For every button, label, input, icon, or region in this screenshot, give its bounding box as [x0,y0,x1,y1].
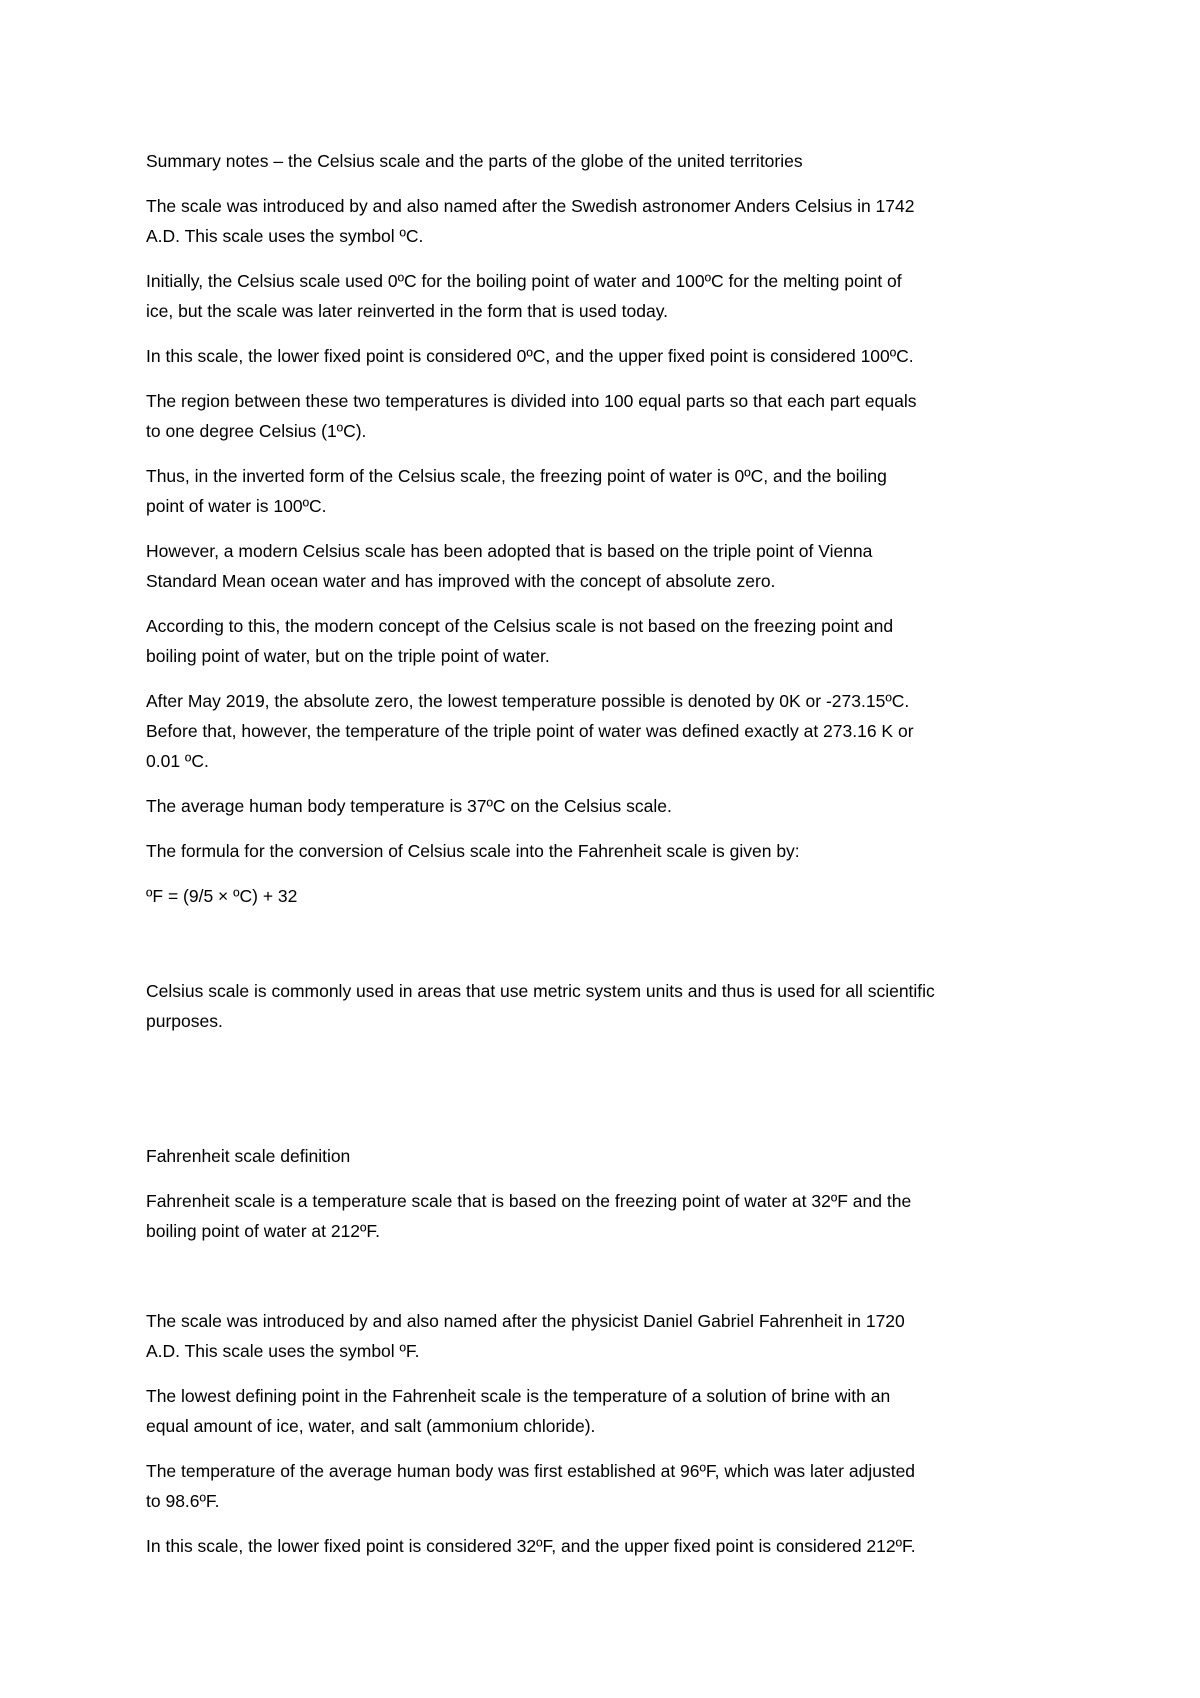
paragraph-line: The scale was introduced by and also named after the Swedish astronomer Anders Celsius in 1742 [146,196,915,216]
paragraph-line: The average human body temperature is 37ºC on the Celsius scale. [146,796,672,816]
paragraph-line: According to this, the modern concept of the Celsius scale is not based on the freezing point and [146,616,894,636]
paragraph-body-temperature [146,791,1066,821]
paragraph-line: Initially, the Celsius scale used 0ºC for the boiling point of water and 100ºC for the melting point of [146,271,902,291]
paragraph-line: point of water is 100ºC. [146,496,327,516]
paragraph-celsius-modern [146,536,1066,596]
paragraph-line: In this scale, the lower fixed point is considered 0ºC, and the upper fixed point is considered 100ºC. [146,346,914,366]
paragraph-celsius-fixed-points [146,341,1066,371]
document-title [146,146,1066,176]
paragraph-fahrenheit-lowest-point [146,1381,1066,1441]
paragraph-celsius-division [146,386,1066,446]
paragraph-celsius-initial [146,266,1066,326]
paragraph-line: to one degree Celsius (1ºC). [146,421,367,441]
paragraph-conversion-intro [146,836,1066,866]
paragraph-line: Before that, however, the temperature of the triple point of water was defined exactly at 273.16 K or [146,721,914,741]
paragraph-fahrenheit-definition [146,1186,1066,1246]
paragraph-line: In this scale, the lower fixed point is considered 32ºF, and the upper fixed point is considered 212ºF. [146,1536,916,1556]
paragraph-line: The lowest defining point in the Fahrenheit scale is the temperature of a solution of brine with an [146,1386,891,1406]
paragraph-fahrenheit-intro [146,1306,1066,1366]
paragraph-line: equal amount of ice, water, and salt (ammonium chloride). [146,1416,596,1436]
paragraph-celsius-absolute-zero [146,686,1066,776]
heading-line: Fahrenheit scale definition [146,1146,351,1166]
paragraph-line: A.D. This scale uses the symbol ºF. [146,1341,420,1361]
paragraph-celsius-usage [146,976,1066,1036]
paragraph-celsius-triple-point [146,611,1066,671]
paragraph-fahrenheit-fixed-points [146,1531,1066,1561]
formula-line: ºF = (9/5 × ºC) + 32 [146,886,298,906]
paragraph-line: The temperature of the average human body was first established at 96ºF, which was later adjusted [146,1461,916,1481]
section-heading-fahrenheit [146,1141,1066,1171]
paragraph-line: Thus, in the inverted form of the Celsius scale, the freezing point of water is 0ºC, and the boiling [146,466,887,486]
paragraph-line: ice, but the scale was later reinverted in the form that is used today. [146,301,669,321]
paragraph-celsius-inverted [146,461,1066,521]
paragraph-fahrenheit-body-temperature [146,1456,1066,1516]
paragraph-line: boiling point of water, but on the triple point of water. [146,646,550,666]
paragraph-line: boiling point of water at 212ºF. [146,1221,381,1241]
conversion-formula [146,881,1066,911]
paragraph-line: However, a modern Celsius scale has been adopted that is based on the triple point of Vienna [146,541,873,561]
paragraph-line: Standard Mean ocean water and has improved with the concept of absolute zero. [146,571,776,591]
paragraph-line: purposes. [146,1011,223,1031]
paragraph-line: The region between these two temperatures is divided into 100 equal parts so that each part equals [146,391,917,411]
paragraph-line: After May 2019, the absolute zero, the lowest temperature possible is denoted by 0K or -273.15ºC. [146,691,910,711]
paragraph-line: A.D. This scale uses the symbol ºC. [146,226,424,246]
paragraph-line: The scale was introduced by and also named after the physicist Daniel Gabriel Fahrenheit in 1720 [146,1311,905,1331]
paragraph-line: 0.01 ºC. [146,751,209,771]
paragraph-line: The formula for the conversion of Celsius scale into the Fahrenheit scale is given by: [146,841,800,861]
paragraph-line: Celsius scale is commonly used in areas that use metric system units and thus is used for all scientific [146,981,935,1001]
paragraph-line: Fahrenheit scale is a temperature scale that is based on the freezing point of water at 32ºF and the [146,1191,912,1211]
paragraph-line: to 98.6ºF. [146,1491,220,1511]
title-line-1: Summary notes – the Celsius scale and the parts of the globe of the united territories [146,151,803,171]
paragraph-celsius-intro [146,191,1066,251]
